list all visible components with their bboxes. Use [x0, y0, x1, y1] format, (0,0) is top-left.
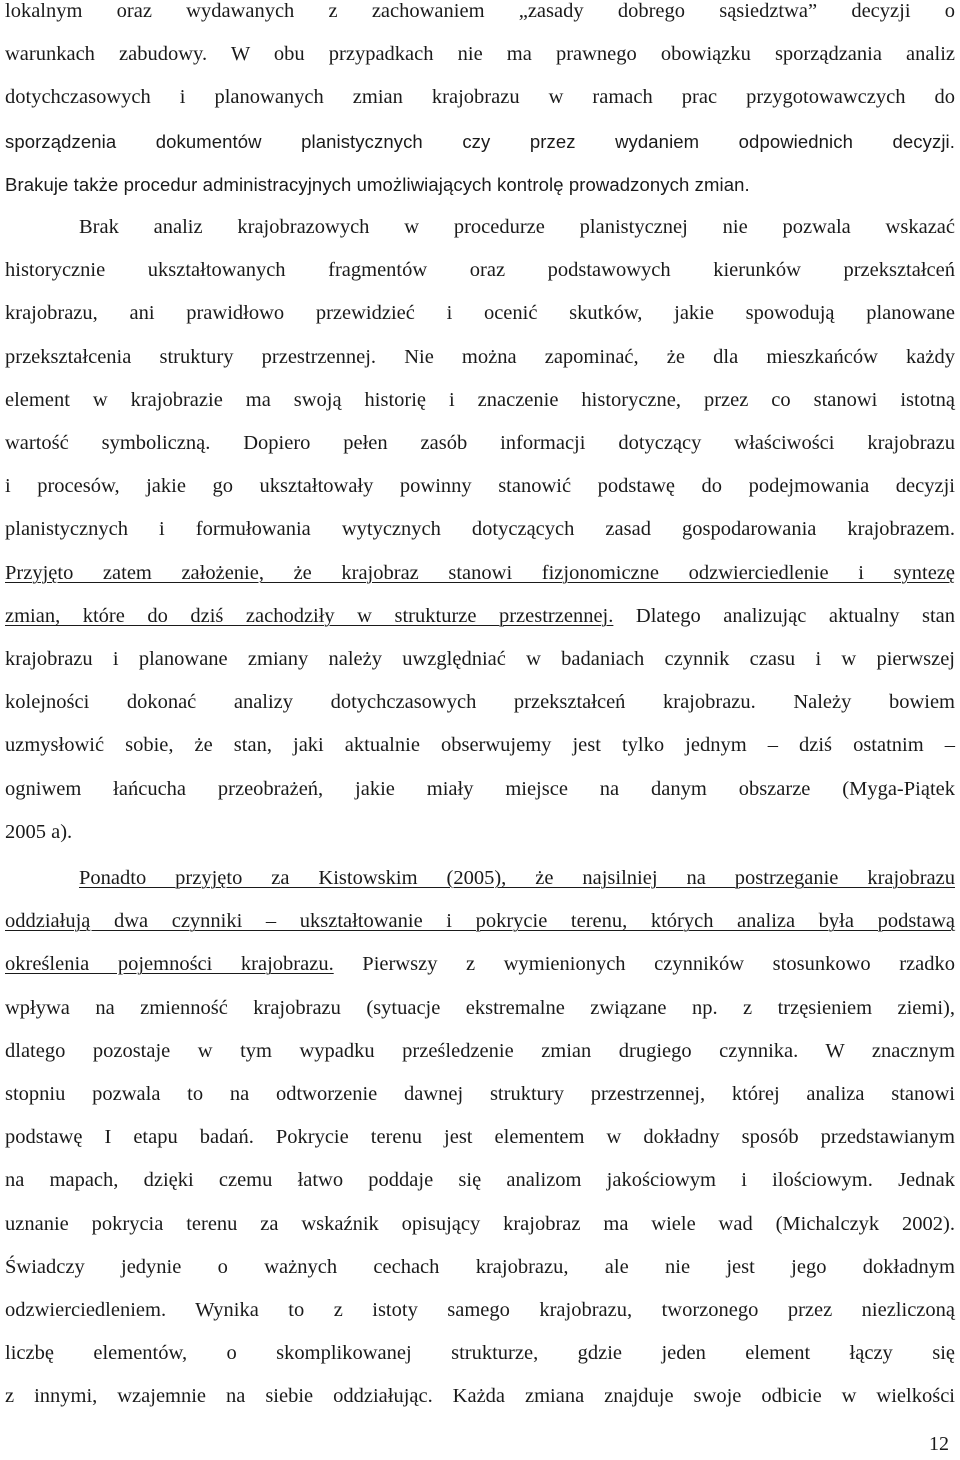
underlined-sentence: Przyjęto zatem założenie, że krajobraz stanowi fizjonomiczne odzwierciedlenie i syntezę	[5, 561, 955, 584]
text-line: dotychczasowych i planowanych zmian krajobrazu w ramach prac przygotowawczych do	[5, 86, 955, 109]
text-line: kolejności dokonać analizy dotychczasowych przekształceń krajobrazu. Należy bowiem	[5, 691, 955, 714]
text-line: historycznie ukształtowanych fragmentów oraz podstawowych kierunków przekształceń	[5, 259, 955, 282]
page-number: 12	[929, 1433, 949, 1455]
text-line: element w krajobrazie ma swoją historię i znaczenie historyczne, przez co stanowi istotną	[5, 388, 955, 411]
text-line: dlatego pozostaje w tym wypadku prześledzenie zmian drugiego czynnika. W znacznym	[5, 1039, 955, 1062]
paragraph-3	[5, 857, 955, 1419]
text-line	[5, 943, 955, 986]
text-line: krajobrazu, ani prawidłowo przewidzieć i ocenić skutków, jakie spowodują planowane	[5, 302, 955, 325]
text-line: ogniwem łańcucha przeobrażeń, jakie miały miejsce na danym obszarze (Myga-Piątek	[5, 777, 955, 800]
text-line: stopniu pozwala to na odtworzenie dawnej struktury przestrzennej, której analiza stanowi	[5, 1083, 955, 1106]
paragraph-2	[5, 206, 955, 854]
text-line: przekształcenia struktury przestrzennej. Nie można zapominać, że dla mieszkańców każdy	[5, 345, 955, 368]
text-line: planistycznych i formułowania wytycznych dotyczących zasad gospodarowania krajobrazem.	[5, 518, 955, 541]
text-line: podstawę I etapu badań. Pokrycie terenu jest elementem w dokładny sposób przedstawianym	[5, 1126, 955, 1149]
text-fragment: Dlatego analizując aktualny stan	[613, 604, 955, 627]
text-line: sporządzenia dokumentów planistycznych czy przez wydaniem odpowiednich decyzji.	[5, 130, 955, 152]
underlined-sentence: określenia pojemności krajobrazu.	[5, 953, 334, 976]
text-line: wartość symboliczną. Dopiero pełen zasób informacji dotyczący właściwości krajobrazu	[5, 432, 955, 455]
text-line: liczbę elementów, o skomplikowanej strukturze, gdzie jeden element łączy się	[5, 1342, 955, 1365]
text-line: Brak analiz krajobrazowych w procedurze planistycznej nie pozwala wskazać	[79, 216, 955, 238]
text-line: i procesów, jakie go ukształtowały powinny stanowić podstawę do podejmowania decyzji	[5, 475, 955, 498]
text-line: lokalnym oraz wydawanych z zachowaniem „zasady dobrego sąsiedztwa” decyzji o	[5, 0, 955, 22]
text-line: odzwierciedleniem. Wynika to z istoty samego krajobrazu, tworzonego przez niezliczoną	[5, 1299, 955, 1322]
text-line: uzmysłowić sobie, że stan, jaki aktualnie obserwujemy jest tylko jednym – dziś ostatnim –	[5, 734, 955, 757]
underlined-text-line	[5, 552, 955, 595]
underlined-text-line	[5, 857, 955, 900]
text-line: z innymi, wzajemnie na siebie oddziałując. Każda zmiana znajduje swoje odbicie w wielkości	[5, 1385, 955, 1408]
document-page	[5, 0, 955, 1460]
underlined-sentence: Ponadto przyjęto za Kistowskim (2005), że najsilniej na postrzeganie krajobrazu	[79, 867, 955, 889]
text-line: na mapach, dzięki czemu łatwo poddaje się analizom jakościowym i ilościowym. Jednak	[5, 1169, 955, 1192]
underlined-sentence: oddziałują dwa czynniki – ukształtowanie i pokrycie terenu, których analiza była podstawą	[5, 910, 955, 933]
underlined-sentence: zmian, które do dziś zachodziły w strukturze przestrzennej.	[5, 604, 614, 627]
text-line: krajobrazu i planowane zmiany należy uwzględniać w badaniach czynnik czasu i w pierwszej	[5, 648, 955, 671]
text-line: uznanie pokrycia terenu za wskaźnik opisujący krajobraz ma wiele wad (Michalczyk 2002).	[5, 1212, 955, 1235]
paragraph-1	[5, 0, 955, 206]
text-line: wpływa na zmienność krajobrazu (sytuacje ekstremalne związane np. z trzęsieniem ziemi),	[5, 996, 955, 1019]
text-line: 2005 a).	[5, 820, 73, 843]
text-fragment: Pierwszy z wymienionych czynników stosunkowo rzadko	[333, 953, 955, 976]
underlined-text-line	[5, 900, 955, 943]
text-line	[5, 595, 955, 638]
text-line: Brakuje także procedur administracyjnych umożliwiających kontrolę prowadzonych zmian.	[5, 173, 750, 195]
text-line: Świadczy jedynie o ważnych cechach krajobrazu, ale nie jest jego dokładnym	[5, 1255, 955, 1278]
text-line: warunkach zabudowy. W obu przypadkach nie ma prawnego obowiązku sporządzania analiz	[5, 43, 955, 66]
